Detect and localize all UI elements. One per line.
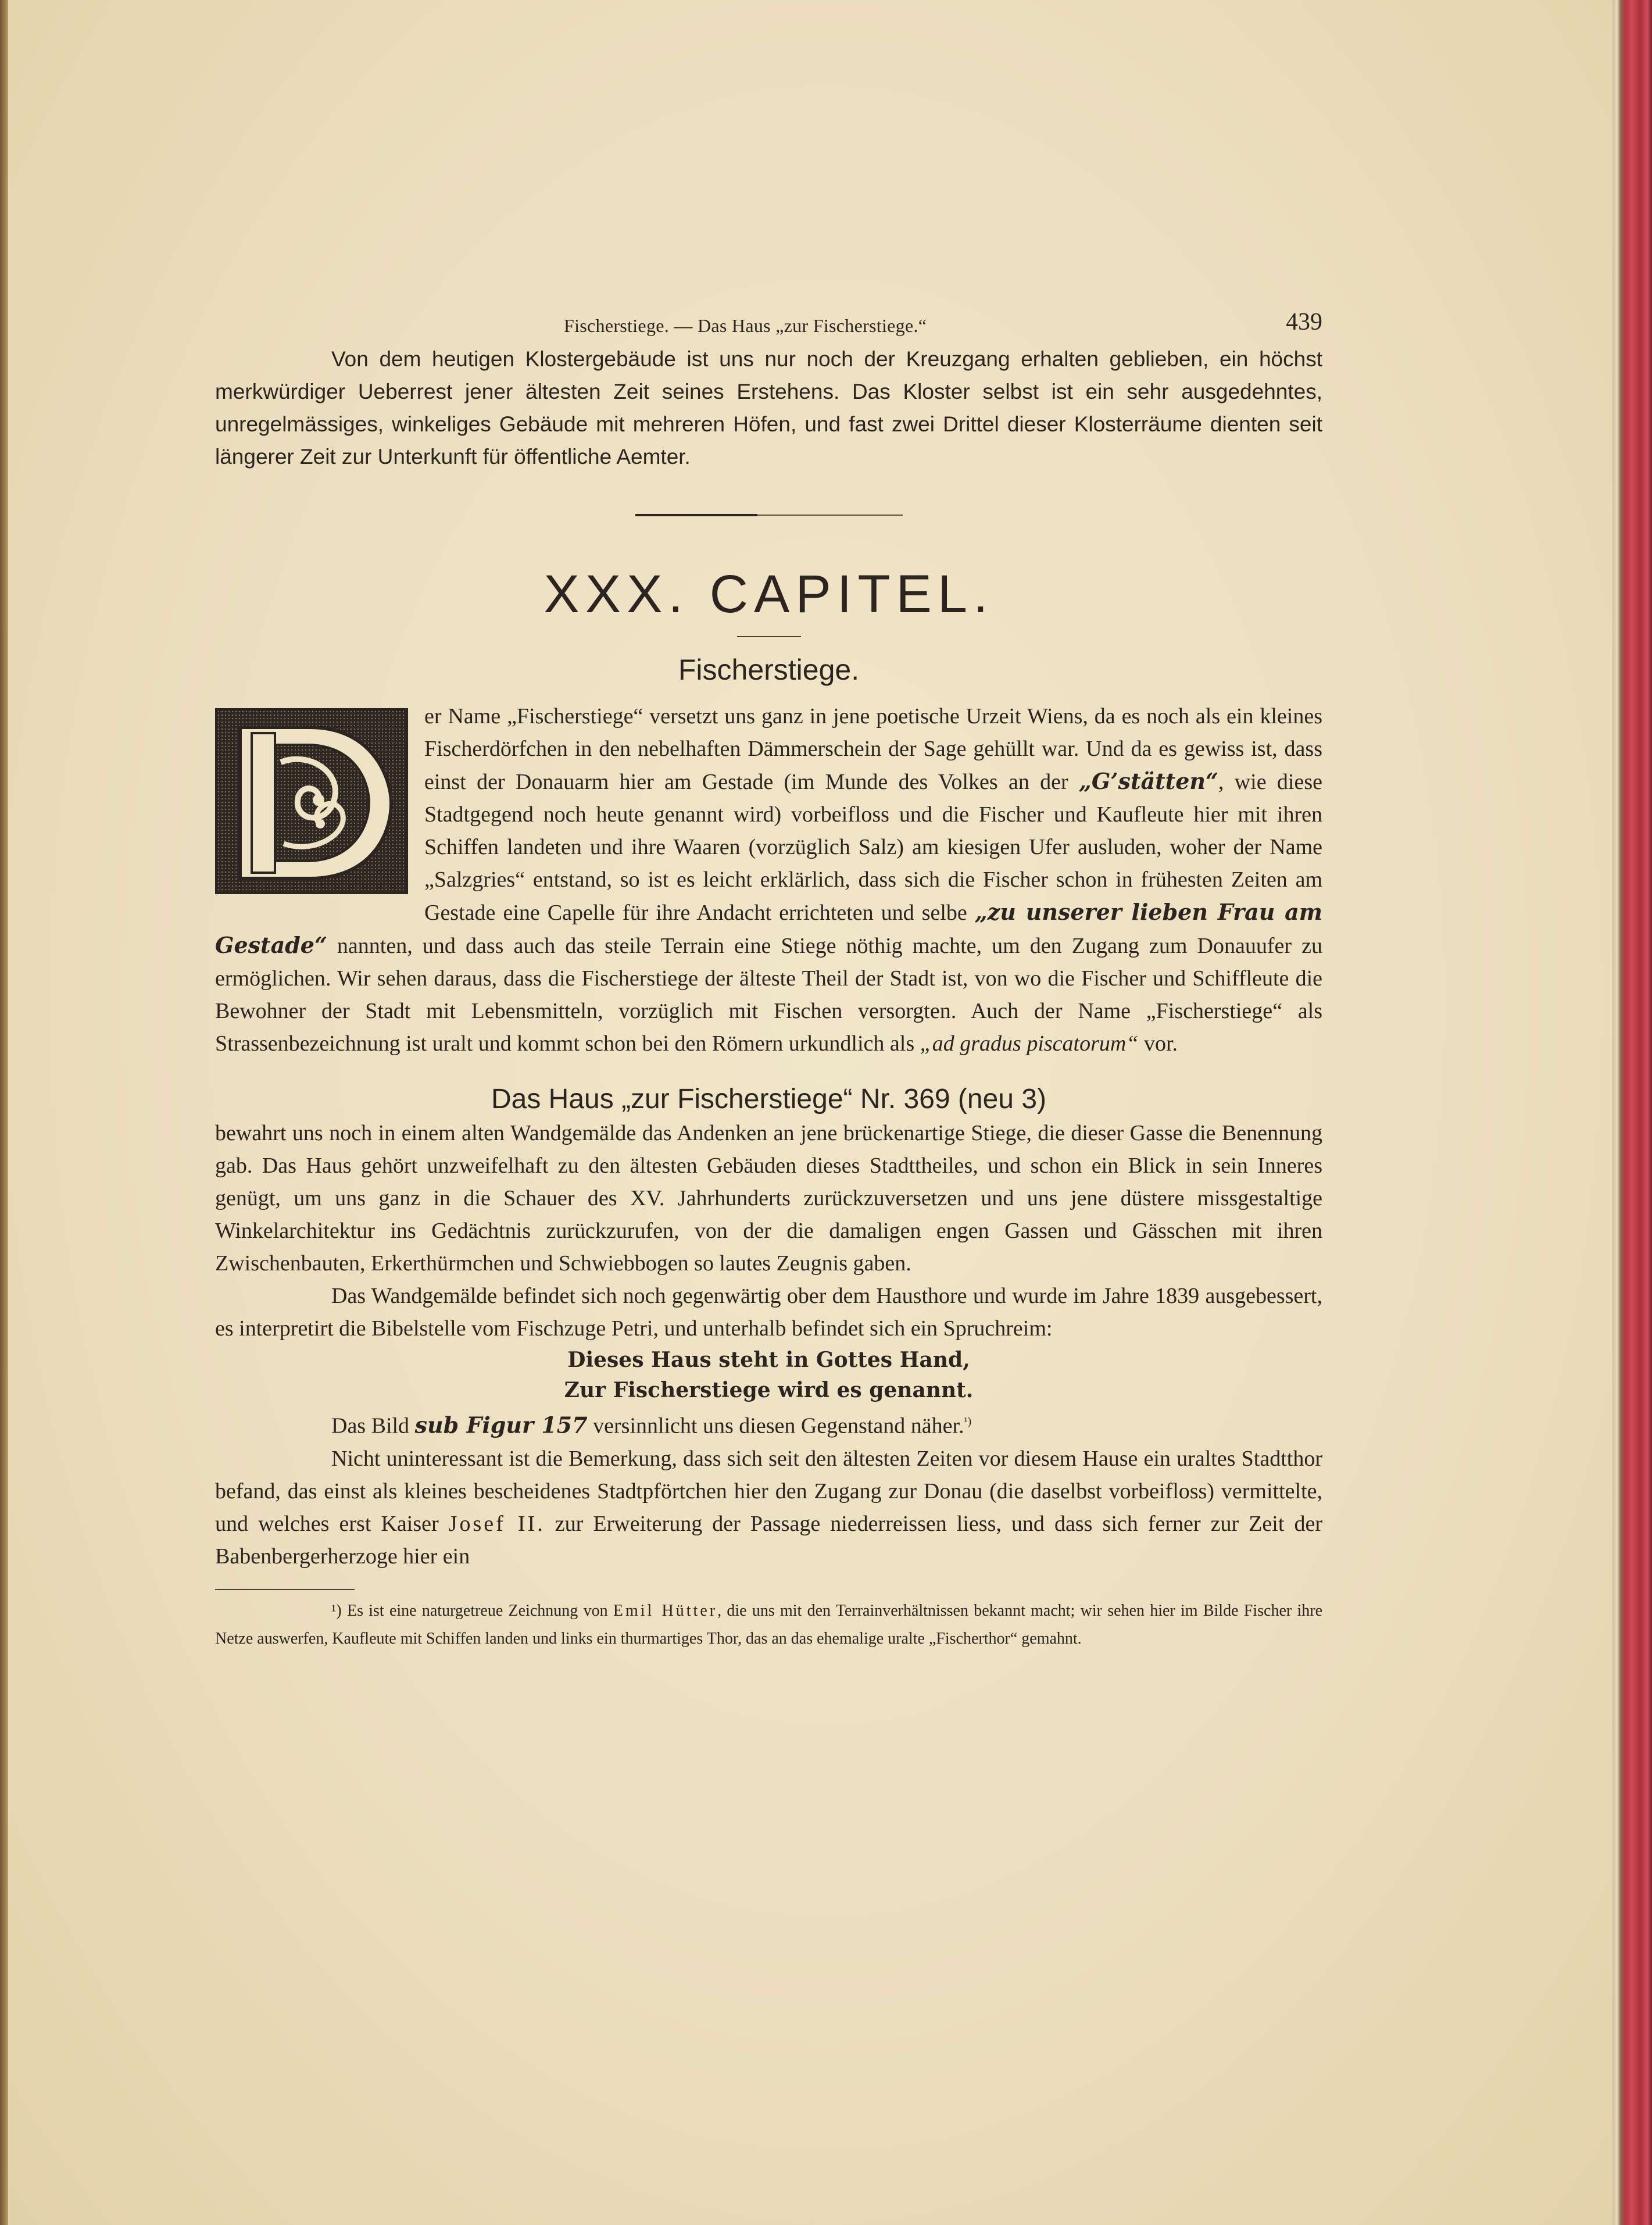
verse-block	[215, 1345, 1322, 1405]
footnote-rule	[215, 1589, 355, 1590]
page-number: 439	[1286, 309, 1322, 335]
footnote	[215, 1597, 1322, 1653]
intro-paragraph: Von dem heutigen Klostergebäude ist uns nur noch der Kreuzgang erhalten geblieben, ein höchst merkwürdiger Ueberrest jener ältesten Zeit seines Erstehens. Das Kloster selbst ist ein sehr ausgedehntes, unregelmässiges, winkeliges Gebäude mit mehreren Höfen, und fast zwei Drittel dieser Klosterräume dienten seit längerer Zeit zur Unterkunft für öffentliche Aemter.	[215, 347, 1322, 469]
book-gutter	[0, 0, 8, 2225]
paragraph-wandgemaelde: Das Wandgemälde befindet sich noch gegenwärtig ober dem Hausthore und wurde im Jahre 1839 ausgebessert, es interpretirt die Bibelstelle vom Fischzuge Petri, und unterhalb befindet sich ein Spruchreim:	[215, 1284, 1322, 1341]
paragraph-house: bewahrt uns noch in einem alten Wandgemälde das Andenken an jene brückenartige Stiege, die dieser Gasse die Benennung gab. Das Haus gehört unzweifelhaft zu den ältesten Gebäuden dieses Stadttheiles, und schon ein Blick in sein Inneres genügt, um uns ganz in die Schauer des XV. Jahrhunderts zurückzuversetzen und uns jene düstere missgestaltige Winkelarchitektur ins Gedächtnis zurückzurufen, von der die damaligen engen Gassen und Gässchen mit ihren Zwischenbauten, Erkerthürmchen und Schwiebbogen so lautes Zeugnis gaben.	[215, 1121, 1322, 1276]
latin-phrase: „ad gradus piscatorum“	[920, 1031, 1139, 1056]
ornament-icon	[217, 710, 406, 892]
emperor-name: Josef II.	[448, 1511, 545, 1536]
para4-part1: Das Bild	[331, 1413, 415, 1438]
verse-line-1: Dieses Haus steht in Gottes Hand,	[567, 1348, 970, 1372]
para4-part2: versinnlicht uns diesen Gegenstand näher.	[587, 1413, 964, 1438]
section-title: Fischerstiege.	[678, 653, 860, 686]
para1-part3: nannten, und dass auch das steile Terrain eine Stiege nöthig machte, um den Zugang zum Donauufer zu ermöglichen. Wir sehen daraus, dass die Fischerstiege der älteste Theil der Stadt ist, von wo die Fischer und Schiffleute die Bewohner der Stadt mit Lebensmitteln, vorzüglich mit Fischen versorgten. Auch der Name „Fischerstiege“ als Strassenbezeichnung ist uralt und kommt schon bei den Römern urkundlich als	[215, 934, 1322, 1056]
paragraph-figure-ref	[215, 1405, 1322, 1442]
footnote-mark: ¹)	[331, 1601, 342, 1620]
footnote-part2: , die uns mit den Terrainverhältnissen bekannt macht; wir sehen hier im Bilde Fischer ihre Netze auswerfen, Kaufleute mit Schiffen landen und links ein thurmartiges Thor, das an das ehemalige uralte „Fischerthor“ gemahnt.	[215, 1601, 1322, 1648]
chapter-title: XXX. CAPITEL.	[543, 565, 994, 624]
footnote-marker: ¹)	[964, 1415, 972, 1428]
footnote-part1: Es ist eine naturgetreue Zeichnung von	[341, 1601, 613, 1620]
para5-part2: zur Erweiterung der Passage niederreissen liess, und dass sich ferner zur Zeit der Babenbergerherzoge hier ein	[215, 1511, 1322, 1569]
para1-part1: er Name „Fischerstiege“ versetzt uns ganz in jene poetische Urzeit Wiens, da es noch als ein kleines Fischerdörfchen in den nebelhaften Dämmerschein der Sage gehüllt war. Und da es gewiss ist, dass einst der Donauarm hier am Gestade (im Munde des Volkes an der	[424, 704, 1322, 794]
para1-part4: vor.	[1138, 1031, 1178, 1056]
para5-part1: Nicht uninteressant ist die Bemerkung, dass sich seit den ältesten Zeiten vor diesem Hause ein uraltes Stadtthor befand, das einst als kleines bescheidenes Stadtpförtchen hier den Zugang zur Donau (die daselbst vorbeifloss) vermittelte, und welches erst Kaiser	[215, 1446, 1322, 1536]
footnote-artist: Emil Hütter	[613, 1601, 718, 1620]
book-edge-red	[1612, 0, 1652, 2225]
running-head	[215, 302, 1322, 343]
ornamental-initial-d	[215, 708, 408, 894]
fraktur-gestade: „zu unserer lieben Frau am Gestade“	[215, 899, 1322, 958]
first-paragraph-block	[215, 700, 1322, 1060]
verse-line-2: Zur Fischerstiege wird es genannt.	[564, 1378, 974, 1402]
figure-reference: sub Figur 157	[414, 1412, 588, 1438]
paragraph-stadtthor	[215, 1442, 1322, 1573]
title-rule	[737, 636, 801, 637]
page-content	[215, 302, 1322, 1653]
para1-part2: , wie diese Stadtgegend noch heute genannt wird) vorbeifloss und die Fischer und Kaufleute hier mit ihren Schiffen landeten und ihre Waaren (vorzüglich Salz) am kiesigen Ufer ausluden, woher der Name „Salzgries“ entstand, so ist es leicht erklärlich, dass sich die Fischer schon in frühesten Zeiten am Gestade eine Capelle für ihre Andacht errichteten und selbe	[424, 770, 1322, 925]
chapter-divider	[635, 514, 903, 516]
running-head-text: Fischerstiege. — Das Haus „zur Fischerstiege.“	[564, 315, 927, 336]
house-subheading: Das Haus „zur Fischerstiege“ Nr. 369 (neu 3)	[491, 1084, 1047, 1115]
fraktur-gstaetten: „G’stätten“	[1079, 768, 1218, 794]
